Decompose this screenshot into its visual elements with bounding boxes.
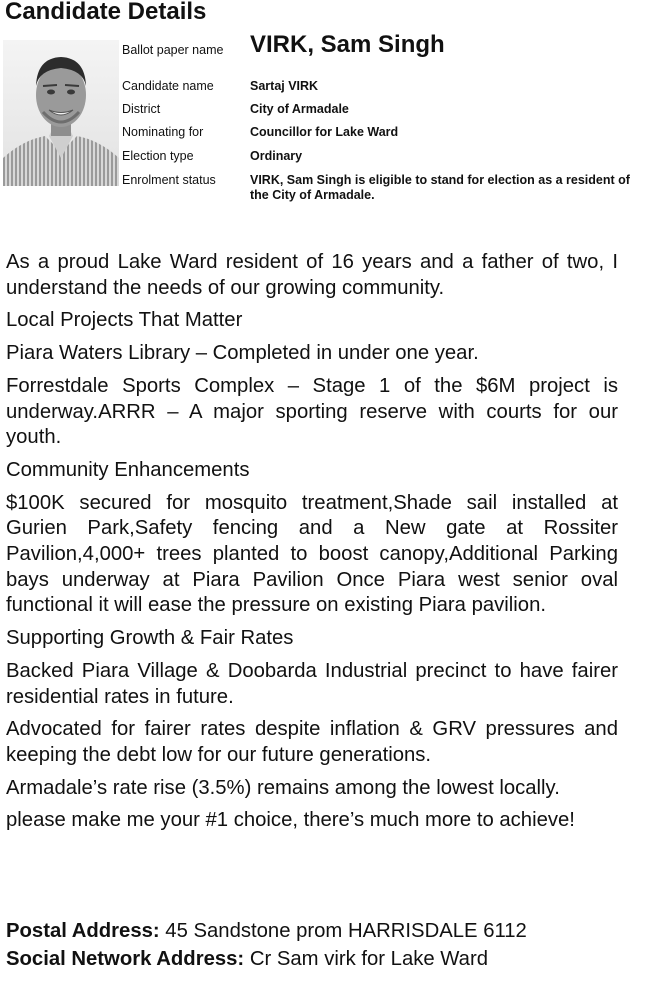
candidate-statement [6,250,618,841]
statement-intro: As a proud Lake Ward resident of 16 years and a father of two, I understand the needs of our growing community. [6,251,618,299]
social-value: Cr Sam virk for Lake Ward [249,948,488,970]
ballot-label: Ballot paper name [122,43,224,57]
postal-address [6,920,626,943]
statement-piara-village: Backed Piara Village & Doobarda Industrial precinct to have fairer residential rates in future. [6,659,618,708]
candidate-label: Candidate name [122,79,214,93]
election-label: Election type [122,149,194,163]
social-address [6,948,626,971]
statement-enhancements: $100K secured for mosquito treatment,Shade sail installed at Gurien Park,Safety fencing and a New gate at Rossiter Pavilion,4,000+ trees planted to boost canopy,Additional Parking bays underway at Piara Pavilion Once Piara west senior oval functional it will ease the pressure on existing Piara pavilion. [6,491,618,617]
election-value: Ordinary [250,149,303,163]
postal-label: Postal Address: [6,920,160,942]
page-title: Candidate Details [5,0,207,25]
nominating-label: Nominating for [122,125,204,139]
social-label: Social Network Address: [6,948,245,970]
heading-community: Community Enhancements [6,458,250,481]
enrolment-value: VIRK, Sam Singh is eligible to stand for election as a resident of the City of Armadale. [250,173,630,202]
district-value: City of Armadale [250,102,349,116]
statement-closing: please make me your #1 choice, there’s much more to achieve! [6,809,575,832]
statement-fairer-rates: Advocated for fairer rates despite inflation & GRV pressures and keeping the debt low for our future generations. [6,718,618,766]
candidate-photo [3,40,119,186]
enrolment-label: Enrolment status [122,173,216,187]
candidate-value: Sartaj VIRK [250,79,319,93]
statement-sports-complex: Forrestdale Sports Complex – Stage 1 of the $6M project is underway.ARRR – A major sporting reserve with courts for our youth. [6,374,618,449]
nominating-value: Councillor for Lake Ward [250,125,399,139]
statement-library: Piara Waters Library – Completed in under one year. [6,342,479,365]
heading-growth-rates: Supporting Growth & Fair Rates [6,627,294,650]
postal-value: 45 Sandstone prom HARRISDALE 6112 [165,920,527,942]
ballot-value: VIRK, Sam Singh [250,31,445,58]
statement-rate-rise: Armadale’s rate rise (3.5%) remains among the lowest locally. [6,776,560,799]
district-label: District [122,102,161,116]
heading-local-projects: Local Projects That Matter [6,309,243,332]
